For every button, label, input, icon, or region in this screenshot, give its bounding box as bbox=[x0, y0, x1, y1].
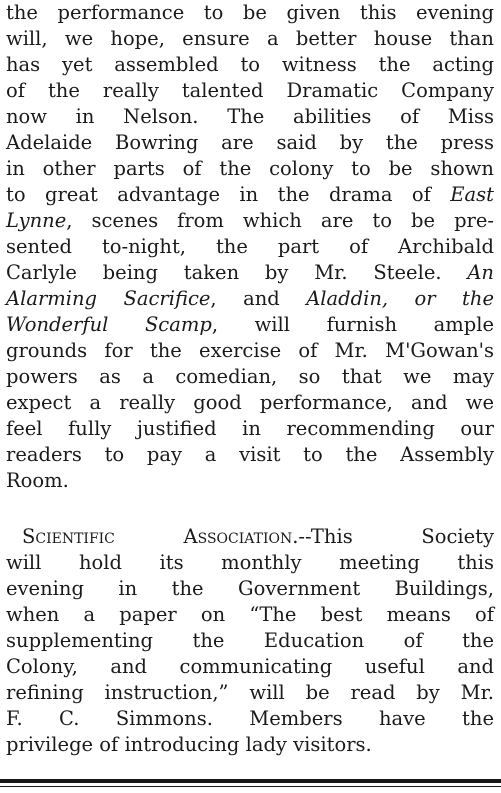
italic-title: Aladdin, or the bbox=[306, 287, 494, 310]
text-line: grounds for the exercise of Mr. M'Gowan's bbox=[6, 339, 494, 362]
text-fragment: Carlyle being taken by Mr. Steele. bbox=[6, 261, 468, 284]
text-line bbox=[6, 260, 494, 286]
text-line: Colony, and communicating useful and bbox=[6, 655, 494, 678]
text-line: Adelaide Bowring are said by the press bbox=[6, 131, 494, 154]
text-line: will, we hope, ensure a better house than bbox=[6, 27, 494, 50]
text-line: privilege of introducing lady visitors. bbox=[6, 733, 372, 756]
column-rule-thin bbox=[0, 786, 501, 787]
text-line bbox=[6, 286, 494, 312]
text-line: F. C. Simmons. Members have the bbox=[6, 707, 494, 730]
text-line: has yet assembled to witness the acting bbox=[6, 53, 494, 76]
text-fragment: to great advantage in the drama of bbox=[6, 183, 451, 206]
text-line: expect a really good performance, and we bbox=[6, 391, 494, 414]
text-line bbox=[6, 312, 494, 338]
text-line bbox=[22, 524, 494, 550]
italic-title: Wonderful Scamp bbox=[6, 313, 212, 336]
text-line: the performance to be given this evening bbox=[6, 1, 494, 24]
text-line: in other parts of the colony to be shown bbox=[6, 157, 494, 180]
text-line: powers as a comedian, so that we may bbox=[6, 365, 494, 388]
text-fragment: , and bbox=[210, 287, 307, 310]
text-fragment: --This Society bbox=[298, 525, 494, 548]
italic-title: Alarming Sacrifice bbox=[6, 287, 211, 310]
text-line bbox=[6, 208, 494, 234]
text-line: evening in the Government Buildings, bbox=[6, 577, 494, 600]
italic-title: East bbox=[450, 183, 494, 206]
text-line: will hold its monthly meeting this bbox=[6, 551, 494, 574]
text-line: Room. bbox=[6, 469, 69, 492]
text-line: readers to pay a visit to the Assembly bbox=[6, 443, 494, 466]
text-line: feel fully justified in recommending our bbox=[6, 417, 494, 440]
italic-title: Lynne bbox=[6, 209, 67, 232]
italic-title: An bbox=[467, 261, 494, 284]
text-line: refining instruction,” will be read by Mr. bbox=[6, 681, 494, 704]
text-line bbox=[6, 182, 494, 208]
text-line: now in Nelson. The abilities of Miss bbox=[6, 105, 494, 128]
text-fragment: , scenes from which are to be pre- bbox=[66, 209, 494, 232]
text-line: sented to-night, the part of Archibald bbox=[6, 235, 494, 258]
text-fragment: , will furnish ample bbox=[211, 313, 495, 336]
section-heading: Scientific Association. bbox=[22, 525, 299, 548]
text-line: when a paper on “The best means of bbox=[6, 603, 494, 626]
text-line: supplementing the Education of the bbox=[6, 629, 494, 652]
column-rule-thick bbox=[0, 779, 501, 783]
text-line: of the really talented Dramatic Company bbox=[6, 79, 494, 102]
